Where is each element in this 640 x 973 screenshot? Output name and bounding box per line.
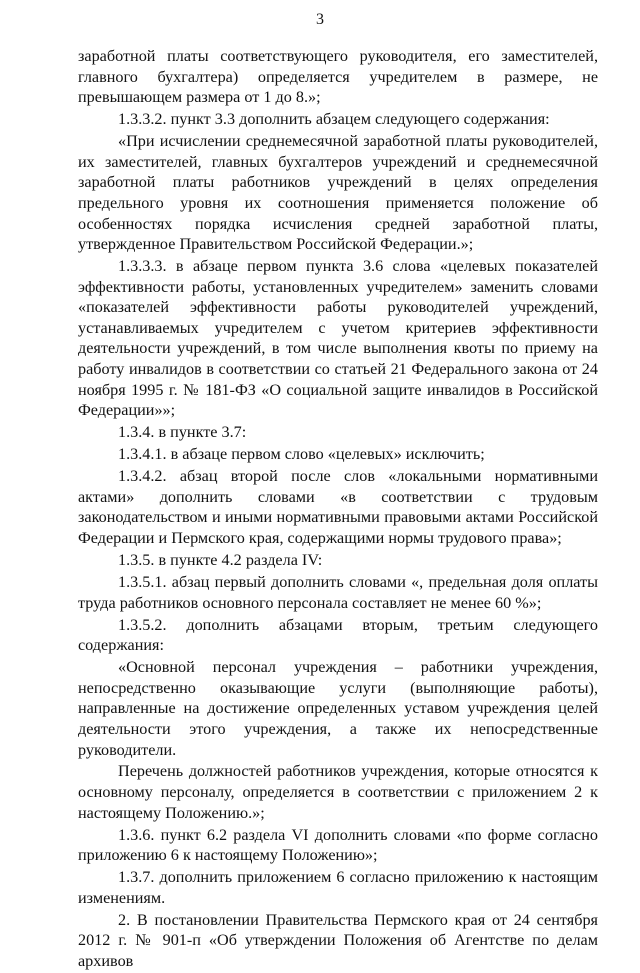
paragraph-1-3-3-2: 1.3.3.2. пункт 3.3 дополнить абзацем следующего содержания: bbox=[118, 110, 550, 129]
paragraph-1-3-6: 1.3.6. пункт 6.2 раздела VI дополнить словами «по форме согласно приложению 6 к настоящему Положению»; bbox=[78, 825, 598, 865]
paragraph-continuation: заработной платы соответствующего руководителя, его заместителей, главного бухгалтера) определяется учредителем в размере, не превышающем размера от 1 до 8.»; bbox=[78, 47, 598, 107]
paragraph-quote-main-staff: «Основной персонал учреждения – работники учреждения, непосредственно оказывающие услуги (выполняющие работы), направленные на достижение определенных уставом учреждения целей деятельности этого учреждения, а также их непосредственные руководители. bbox=[78, 658, 598, 759]
paragraph-1-3-5-1: 1.3.5.1. абзац первый дополнить словами «, предельная доля оплаты труда работников основного персонала составляет не менее 60 %»; bbox=[78, 572, 598, 612]
paragraph-1-3-4: 1.3.4. в пункте 3.7: bbox=[118, 423, 247, 442]
paragraph-1-3-5-2: 1.3.5.2. дополнить абзацами вторым, третьим следующего содержания: bbox=[78, 615, 598, 655]
paragraph-1-3-3-3: 1.3.3.3. в абзаце первом пункта 3.6 слова «целевых показателей эффективности работы, установленных учредителем» заменить словами «показателей эффективности работы руководителей учреждений, устанавливаемых учредителем с учетом критериев эффективности деятельности учреждений, в том числе выполнения квоты по приему на работу инвалидов в соответствии со статьей 21 Федерального закона от 24 ноября 1995 г. № 181-ФЗ «О социальной защите инвалидов в Российской Федерации»»; bbox=[78, 257, 598, 420]
paragraph-2: 2. В постановлении Правительства Пермского края от 24 сентября 2012 г. № 901-п «Об утверждении Положения об Агентстве по делам архивов bbox=[78, 910, 598, 970]
paragraph-positions-list: Перечень должностей работников учреждения, которые относятся к основному персоналу, определяется в соответствии с приложением 2 к настоящему Положению.»; bbox=[78, 762, 598, 822]
page-number: 3 bbox=[316, 11, 324, 28]
paragraph-1-3-5: 1.3.5. в пункте 4.2 раздела IV: bbox=[118, 550, 323, 569]
paragraph-1-3-4-1: 1.3.4.1. в абзаце первом слово «целевых» исключить; bbox=[118, 445, 485, 464]
paragraph-1-3-7: 1.3.7. дополнить приложением 6 согласно приложению к настоящим изменениям. bbox=[78, 868, 598, 907]
paragraph-1-3-4-2: 1.3.4.2. абзац второй после слов «локальными нормативными актами» дополнить словами «в соответствии с трудовым законодательством и иными нормативными правовыми актами Российской Федерации и Пермского края, содержащими нормы трудового права»; bbox=[78, 467, 598, 547]
paragraph-quote-average-salary: «При исчислении среднемесячной заработной платы руководителей, их заместителей, главных бухгалтеров учреждений и среднемесячной заработной платы работников учреждений в целях определения предельного уровня их соотношения применяется положение об особенностях порядка исчисления средней заработной платы, утвержденное Правительством Российской Федерации.»; bbox=[78, 132, 598, 254]
document-body bbox=[78, 46, 598, 973]
